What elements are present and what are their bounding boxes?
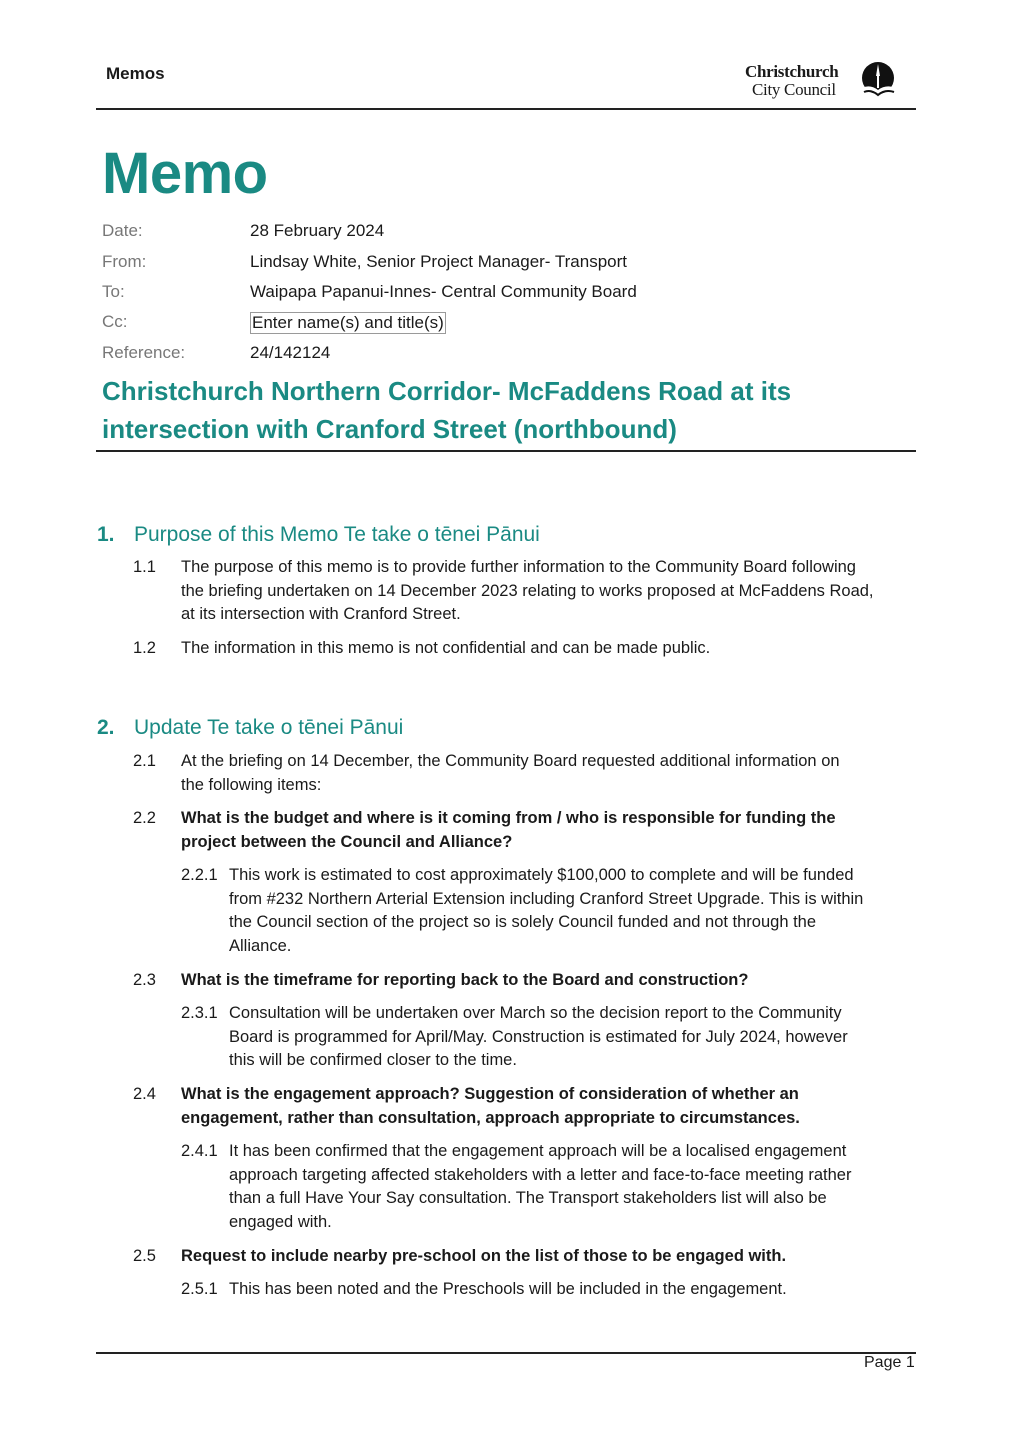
paragraph-number: 2.4	[133, 1085, 156, 1103]
logo-text-line2: City Council	[752, 80, 836, 99]
paragraph-number: 1.1	[133, 558, 156, 576]
paragraph-line: engaged with.	[229, 1212, 332, 1231]
meta-value: 28 February 2024	[250, 221, 385, 240]
paragraph-number: 2.5	[133, 1247, 156, 1265]
paragraph-number: 2.3	[133, 971, 156, 989]
paragraph-line: What is the timeframe for reporting back to the Board and construction?	[181, 971, 749, 989]
paragraph-line: The information in this memo is not confidential and can be made public.	[181, 639, 711, 657]
paragraph-line: the following items:	[181, 775, 322, 794]
paragraph-line: It has been confirmed that the engagement approach will be a localised engagement	[229, 1142, 847, 1160]
paragraph-line: than a full Have Your Say consultation. The Transport stakeholders list will also be	[229, 1189, 827, 1207]
footer-divider	[96, 1352, 916, 1354]
header-section-label: Memos	[106, 64, 165, 83]
paragraph-line: This has been noted and the Preschools will be included in the engagement.	[229, 1280, 787, 1298]
memo-title: Memo	[102, 141, 268, 206]
paragraph-line: Consultation will be undertaken over March so the decision report to the Community	[229, 1004, 842, 1022]
paragraph-line: project between the Council and Alliance?	[181, 832, 513, 851]
paragraph-number: 1.2	[133, 639, 156, 657]
paragraph-line: the briefing undertaken on 14 December 2023 relating to works proposed at McFaddens Road,	[181, 581, 874, 600]
paragraph-line: The purpose of this memo is to provide further information to the Community Board following	[181, 558, 856, 576]
section-title: Update Te take o tēnei Pānui	[134, 716, 404, 739]
paragraph-line: Board is programmed for April/May. Construction is estimated for July 2024, however	[229, 1027, 848, 1046]
subject-line: intersection with Cranford Street (northbound)	[102, 414, 677, 444]
meta-label: To:	[102, 282, 125, 301]
paragraph-line: What is the engagement approach? Suggestion of consideration of whether an	[181, 1085, 799, 1103]
memo-subject	[102, 372, 902, 448]
header-divider	[96, 108, 916, 110]
section-number: 2.	[97, 716, 115, 739]
meta-value: 24/142124	[250, 343, 331, 362]
paragraph-line: What is the budget and where is it coming from / who is responsible for funding the	[181, 809, 836, 827]
paragraph-number: 2.4.1	[181, 1142, 218, 1160]
subject-divider	[96, 450, 916, 452]
paragraph-number: 2.1	[133, 752, 156, 770]
paragraph-line: At the briefing on 14 December, the Community Board requested additional information on	[181, 752, 840, 770]
paragraph-number: 2.3.1	[181, 1004, 218, 1022]
meta-value: Waipapa Papanui-Innes- Central Community Board	[250, 282, 637, 301]
paragraph-line: from #232 Northern Arterial Extension including Cranford Street Upgrade. This is within	[229, 889, 864, 908]
meta-label: Reference:	[102, 343, 186, 362]
cc-input-field[interactable]: Enter name(s) and title(s)	[252, 313, 444, 332]
meta-label: From:	[102, 252, 147, 271]
paragraph-line: Alliance.	[229, 936, 292, 955]
meta-label: Cc:	[102, 312, 128, 331]
paragraph-number: 2.2	[133, 809, 156, 827]
cathedral-emblem-icon	[860, 62, 898, 98]
paragraph-line: this will be confirmed closer to the time.	[229, 1051, 517, 1069]
subject-line: Christchurch Northern Corridor- McFaddens Road at its	[102, 376, 792, 406]
paragraph-number: 2.2.1	[181, 866, 218, 884]
logo-text-line1: Christchurch	[745, 62, 839, 81]
paragraph-line: approach targeting affected stakeholders with a letter and face-to-face meeting rather	[229, 1165, 852, 1184]
paragraph-line: at its intersection with Cranford Street.	[181, 605, 461, 623]
paragraph-line: engagement, rather than consultation, approach appropriate to circumstances.	[181, 1108, 800, 1127]
meta-value: Lindsay White, Senior Project Manager- Transport	[250, 252, 628, 271]
section-title: Purpose of this Memo Te take o tēnei Pānui	[134, 523, 540, 546]
meta-label: Date:	[102, 221, 143, 240]
paragraph-number: 2.5.1	[181, 1280, 218, 1298]
paragraph-line: This work is estimated to cost approximately $100,000 to complete and will be funded	[229, 866, 854, 884]
page-number: Page 1	[864, 1354, 915, 1371]
paragraph-line: the Council section of the project so is solely Council funded and not through the	[229, 913, 817, 931]
paragraph-line: Request to include nearby pre-school on the list of those to be engaged with.	[181, 1247, 787, 1265]
section-number: 1.	[97, 523, 115, 546]
council-logo	[745, 62, 905, 102]
